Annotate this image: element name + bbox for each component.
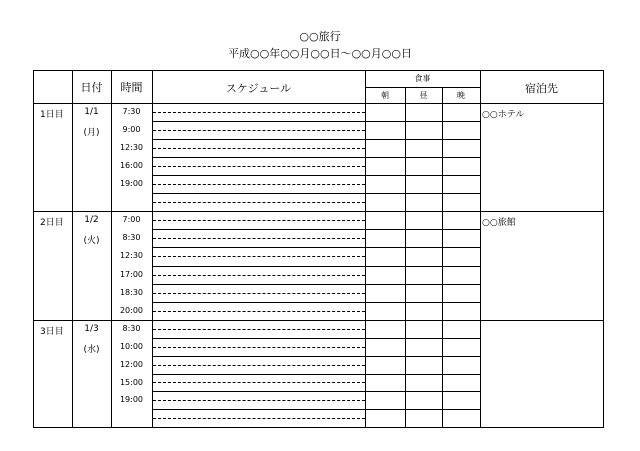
schedule-dashed-line <box>153 400 365 401</box>
day-date: 1/2 <box>84 215 99 225</box>
schedule-dashed-line <box>153 202 365 203</box>
schedule-row-divider <box>152 247 365 248</box>
day-divider <box>33 320 604 321</box>
column-divider <box>480 70 481 427</box>
day-date: 1/3 <box>84 324 99 334</box>
day-label: 3日目 <box>40 327 64 337</box>
day-weekday: (月) <box>83 128 100 138</box>
day-divider <box>33 211 604 212</box>
schedule-row-divider <box>152 193 365 194</box>
time-cell: 12:00 <box>119 360 144 369</box>
schedule-row-divider <box>152 409 365 410</box>
table-border-top <box>33 70 604 71</box>
schedule-row-divider <box>152 175 365 176</box>
schedule-row-divider <box>152 139 365 140</box>
meal-row-divider <box>365 374 480 375</box>
time-cell: 7:00 <box>122 215 141 224</box>
meal-row-divider <box>365 175 480 176</box>
schedule-dashed-line <box>153 418 365 419</box>
header-date: 日付 <box>80 81 103 94</box>
column-divider <box>111 70 112 427</box>
day-label: 2日目 <box>40 218 64 228</box>
header-schedule: スケジュール <box>225 82 292 95</box>
meal-row-divider <box>365 338 480 339</box>
meals-header-divider <box>365 87 480 88</box>
time-cell: 17:00 <box>119 270 144 279</box>
schedule-dashed-line <box>153 184 365 185</box>
schedule-dashed-line <box>153 256 365 257</box>
time-cell: 10:00 <box>119 342 144 351</box>
header-meals: 食事 <box>414 74 431 83</box>
header-lodging: 宿泊先 <box>525 82 558 95</box>
lodging-cell: ○○旅館 <box>482 218 516 228</box>
schedule-dashed-line <box>153 382 365 383</box>
schedule-row-divider <box>152 338 365 339</box>
table-border-right <box>603 70 604 427</box>
time-cell: 19:00 <box>119 395 144 404</box>
meal-column-divider <box>442 87 443 427</box>
schedule-dashed-line <box>153 311 365 312</box>
time-cell: 16:00 <box>119 161 144 170</box>
time-cell: 9:00 <box>122 125 141 134</box>
meal-row-divider <box>365 157 480 158</box>
header-time: 時間 <box>120 81 143 94</box>
schedule-dashed-line <box>153 275 365 276</box>
schedule-dashed-line <box>153 148 365 149</box>
schedule-row-divider <box>152 374 365 375</box>
meal-row-divider <box>365 193 480 194</box>
trip-period: 平成○○年○○月○○日～○○月○○日 <box>228 47 412 60</box>
schedule-dashed-line <box>153 166 365 167</box>
meal-row-divider <box>365 121 480 122</box>
column-divider <box>72 70 73 427</box>
header-dinner: 晩 <box>457 91 465 100</box>
time-cell: 20:00 <box>119 306 144 315</box>
time-cell: 18:30 <box>119 288 144 297</box>
schedule-row-divider <box>152 266 365 267</box>
schedule-row-divider <box>152 157 365 158</box>
schedule-dashed-line <box>153 112 365 113</box>
schedule-dashed-line <box>153 329 365 330</box>
table-border-left <box>33 70 34 427</box>
time-cell: 12:30 <box>119 143 144 152</box>
meal-row-divider <box>365 302 480 303</box>
schedule-row-divider <box>152 121 365 122</box>
schedule-row-divider <box>152 302 365 303</box>
schedule-row-divider <box>152 391 365 392</box>
day-label: 1日目 <box>40 110 64 120</box>
meal-row-divider <box>365 356 480 357</box>
schedule-row-divider <box>152 229 365 230</box>
schedule-dashed-line <box>153 293 365 294</box>
time-cell: 19:00 <box>119 179 144 188</box>
table-border-bottom <box>33 427 604 428</box>
schedule-dashed-line <box>153 130 365 131</box>
day-weekday: (火) <box>83 236 100 246</box>
header-lunch: 昼 <box>419 91 428 100</box>
meal-row-divider <box>365 247 480 248</box>
meal-row-divider <box>365 409 480 410</box>
header-divider <box>33 103 604 104</box>
document-title: ○○旅行 <box>299 30 341 43</box>
schedule-dashed-line <box>153 220 365 221</box>
day-date: 1/1 <box>84 107 99 117</box>
time-cell: 8:30 <box>122 324 141 333</box>
schedule-dashed-line <box>153 347 365 348</box>
schedule-row-divider <box>152 284 365 285</box>
meal-row-divider <box>365 229 480 230</box>
meal-column-divider <box>405 87 406 427</box>
time-cell: 8:30 <box>122 233 141 242</box>
meal-row-divider <box>365 284 480 285</box>
day-weekday: (水) <box>83 345 100 355</box>
time-cell: 15:00 <box>119 378 144 387</box>
schedule-row-divider <box>152 356 365 357</box>
schedule-dashed-line <box>153 365 365 366</box>
time-cell: 12:30 <box>119 251 144 260</box>
meal-row-divider <box>365 391 480 392</box>
header-breakfast: 朝 <box>381 91 389 100</box>
meal-row-divider <box>365 266 480 267</box>
schedule-dashed-line <box>153 238 365 239</box>
lodging-cell: ○○ホテル <box>482 110 525 120</box>
time-cell: 7:30 <box>122 107 141 116</box>
meal-row-divider <box>365 139 480 140</box>
